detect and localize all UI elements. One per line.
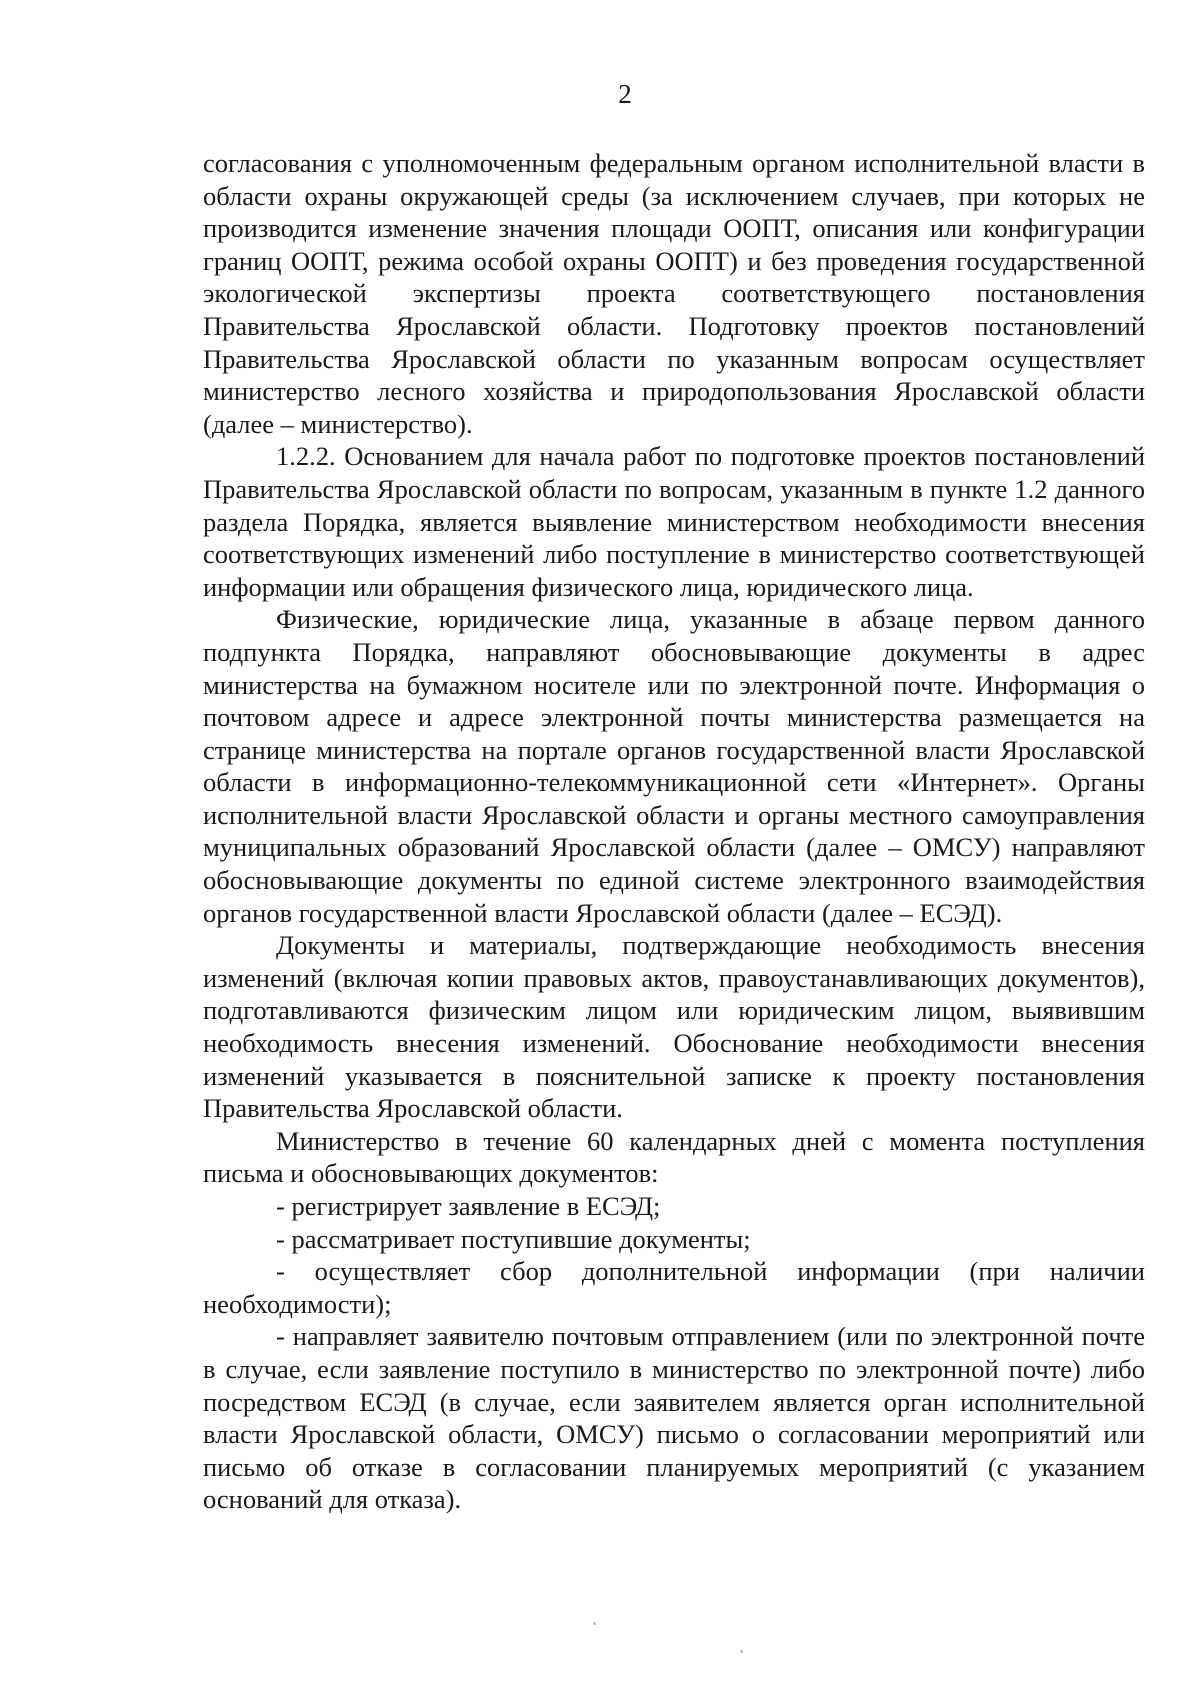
- list-item-review: - рассматривает поступившие документы;: [276, 1223, 751, 1254]
- paragraph-submission-method: Физические, юридические лица, указанные в абзаце первом данного подпункта Порядка, направляют обосновывающие документы в адрес министерства на бумажном носителе или по электронной почте. Информация о почтовом адресе и адресе электронной почты министерства размещается на странице министерства на портале органов государственной власти Ярославской области в информационно-телекоммуникационной сети «Интернет». Органы исполнительной власти Ярославской области и органы местного самоуправления муниципальных образований Ярославской области (далее – ОМСУ) направляют обосновывающие документы по единой системе электронного взаимодействия органов государственной власти Ярославской области (далее – ЕСЭД).: [203, 604, 1145, 928]
- scan-artifact-dot: [593, 1622, 596, 1625]
- scan-artifact-dot: [740, 1650, 743, 1653]
- list-item-register: - регистрирует заявление в ЕСЭД;: [276, 1191, 661, 1221]
- list-item-send-letter: - направляет заявителю почтовым отправлением (или по электронной почте в случае, если заявление поступило в министерство по электронной почте) либо посредством ЕСЭД (в случае, если заявителем является орган исполнительной власти Ярославской области, ОМСУ) письмо о согласовании мероприятий или письмо об отказе в согласовании планируемых мероприятий (с указанием оснований для отказа).: [203, 1321, 1145, 1515]
- document-body: [203, 147, 1145, 1516]
- paragraph-continuation: согласования с уполномоченным федеральным органом исполнительной власти в области охраны окружающей среды (за исключением случаев, при которых не производится изменение значения площади ООПТ, описания или конфигурации границ ООПТ, режима особой охраны ООПТ) и без проведения государственной экологической экспертизы проекта соответствующего постановления Правительства Ярославской области. Подготовку проектов постановлений Правительства Ярославской области по указанным вопросам осуществляет министерство лесного хозяйства и природопользования Ярославской области (далее – министерство).: [203, 148, 1145, 439]
- page-number: 2: [618, 79, 632, 109]
- paragraph-supporting-documents: Документы и материалы, подтверждающие необходимость внесения изменений (включая копии правовых актов, правоустанавливающих документов), подготавливаются физическим лицом или юридическим лицом, выявившим необходимость внесения изменений. Обоснование необходимости внесения изменений указывается в пояснительной записке к проекту постановления Правительства Ярославской области.: [203, 930, 1145, 1124]
- list-item-collect-info: - осуществляет сбор дополнительной информации (при наличии необходимости);: [203, 1256, 1145, 1319]
- paragraph-clause-1-2-2: 1.2.2. Основанием для начала работ по подготовке проектов постановлений Правительства Ярославской области по вопросам, указанным в пункте 1.2 данного раздела Порядка, является выявление министерством необходимости внесения соответствующих изменений либо поступление в министерство соответствующей информации или обращения физического лица, юридического лица.: [203, 441, 1145, 602]
- paragraph-ministry-actions-intro: Министерство в течение 60 календарных дней с момента поступления письма и обосновывающих документов:: [203, 1125, 1145, 1189]
